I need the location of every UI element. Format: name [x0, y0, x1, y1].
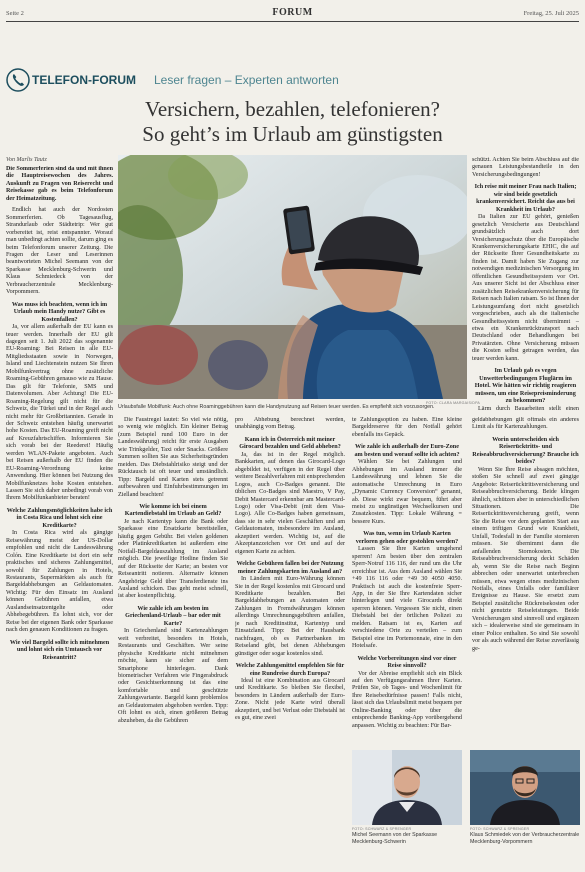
- answer-paragraph: In Griechenland sind Kartenzahlungen weit verbreitet, besonders in Hotels, Restaurants und Geschäften. Wer seine physische Kreditkarte nicht mitnehmen möchte, kann sie sicher auf dem Smartphone hinterlegen. Dank biometrischer Verfahren wie Fingerabdruck oder Gesichtserkennung ist das eine komfortable und geschützte Zahlungsvariante. Bargeld kann problemlos an Geldautomaten abgehoben werden. Tipp: Oft lohnt es sich, einen größeren Betrag abzuheben, da die Gebühren: [118, 628, 228, 724]
- portrait-schmiedek: [470, 750, 580, 825]
- answer-paragraph: Ja, das ist in der Regel möglich. Bankkarten, auf denen das Girocard-Logo abgebildet ist, verfügen in der Regel über weitere Bezahlverfahren mit entsprechenden Logos, auch Co-Badges genannt. Die üblichen Co-Badges sind Maestro, V Pay, Debit Mastercard erkennbar am Mastercard-Logo) oder Visa-Debit (mit dem Visa-Logo). Alle Co-Badges haben gemeinsam, dass sie in sehr vielen Geschäften und am Geldautomaten, insbesondere im Ausland, akzeptiert werden. Wichtig ist, auf die Akzeptanzzeichen vor Ort und auf der eigenen Karte zu achten.: [235, 451, 345, 555]
- question-heading: Was muss ich beachten, wenn ich im Urlaub mein Handy nutze? Gibt es Kostenfallen?: [11, 301, 108, 323]
- portrait-credit: FOTO: SCHWARZ & SPRENGER: [352, 827, 412, 831]
- question-heading: Kann ich in Österreich mit meiner Girocard bezahlen und Geld abheben?: [239, 436, 341, 451]
- section-name: FORUM: [272, 7, 313, 18]
- headline-line-1: Versichern, bezahlen, telefonieren?: [144, 97, 440, 121]
- question-heading: Welche Gebühren fallen bei der Nutzung meiner Zahlungskarten im Ausland an?: [236, 561, 344, 575]
- answer-paragraph: Wählen Sie bei Zahlungen und Abhebungen im Ausland immer die Landeswährung und lehnen Sie die automatische Umrechnung in Euro „Dynamic Currency Conversion“ genannt, ab. Diese wirkt zwar bequem, führt aber meist zu ungünstigen Wechselkursen und Zusatzkosten. Tipp: Lokale Währung = bessere Kurs.: [352, 459, 462, 525]
- question-heading: Im Urlaub gab es vegen Unwetterbedingungen Fluglärm im Hotel. Wie hätten wir richtig reagieren müssen, um eine Reisepreisminderung zu bekommen?: [474, 368, 577, 405]
- header-rule: [6, 21, 579, 22]
- telephone-icon: [6, 68, 30, 92]
- portrait-seemann: [352, 750, 462, 825]
- article-paragraph: Endlich hat auch der Nordosten Sommerferien. Ob Tagesausflug, Strandurlaub oder Städtetrip: Wer gut vorbereitet ist, reist entspannter. Worauf man unbedingt achten sollte, darum ging es beim Telefonforum unserer Zeitung. Die Fragen der Leser und Leserinnen beantworteten Michel Seemann von der Sparkasse Mecklenburg-Schwerin und Klaus Schmiedeck von der Verbraucherzentrale Mecklenburg-Vorpommern.: [6, 207, 113, 296]
- portrait-credit: FOTO: SCHWARZ & SPRENGER: [470, 827, 530, 831]
- article-column-5: [472, 417, 579, 745]
- question-heading: Welche Zahlungsmöglichkeiten habe ich in Costa Rica und lohnt sich eine Kreditkarte?: [6, 507, 113, 529]
- answer-paragraph: Je nach Kartentyp kann die Bank oder Sparkasse eine Ersatzkarte bereitstellen, häufig gegen Gebühr. Bei vielen goldenen oder Platinkreditkarten ist außerdem eine Notfall-Bargeldauszahlung im Ausland möglich. Die jeweilige Hotline finden Sie auf der Rückseite der Karte; an besten vor Reiseantritt notieren. Alternativ können Angehörige Geld über Transferdienste ins Ausland schicken. Das geht meist schnell, ist aber kostenpflichtig.: [118, 518, 228, 600]
- author-byline: Von Marlis Tautz: [6, 157, 47, 163]
- article-column-1: [6, 166, 113, 872]
- portrait-caption: Michel Seemann von der Sparkasse Mecklenburg-Schwerin: [352, 832, 438, 845]
- article-column-6: [472, 157, 579, 412]
- issue-date: Freitag, 25. Juli 2025: [523, 10, 579, 17]
- answer-paragraph: Da Italien zur EU gehört, genießen gesetzlich Versicherte aus Deutschland grundsätzlich auch dort Versicherungsschutz über die Europäische Krankenversicherungskarte EHIC, die auf der Rückseite Ihrer Gesundheitskarte zu finden ist. Damit haben Sie Zugang zur notwendigen medizinischen Versorgung im öffentlichen Gesundheitssystem vor Ort. Aus unserer Sicht ist der Abschluss einer zusätzlichen Reisekrankenversicherung für Reisen nach Italien ratsam. So ist Ihnen der Leistungsumfang dort nicht gesetzlich vorgeschrieben, auch als die italienische Gesundheitssystem nicht übernimmt – etwa ein Krankenrücktransport nach Deutschland oder Behandlungen bei Privatärzten. Ohne Versicherung müssen die Kosten selbst getragen werden, das teuer werden kann.: [472, 214, 579, 362]
- question-heading: Welche Zahlungsmittel empfehlen Sie für eine Rundreise durch Europa?: [235, 663, 345, 677]
- answer-paragraph: Lärm durch Bauarbeiten stellt einen: [478, 405, 579, 412]
- question-heading: Was tun, wenn im Urlaub Karten verloren gehen oder gestohlen werden?: [355, 531, 459, 545]
- main-photo: [118, 155, 467, 399]
- page-number: Seite 2: [6, 10, 24, 17]
- answer-paragraph: Ideal ist eine Kombination aus Girocard und Kreditkarte. So bleiben Sie flexibel, besonders in Ländern außerhalb der Euro-Zone. Nicht jede Karte wird überall akzeptiert, und bei Verlust oder Diebstahl ist es gut, eine zwei: [235, 677, 345, 722]
- question-heading: Worin unterscheiden sich Reiserücktritts- und Reiseabbruchversicherung? Brauche ich beides?: [472, 436, 579, 466]
- answer-paragraph: geldabhebungen gilt oftmals ein anderes Limit als für Kartenzahlungen.: [472, 417, 579, 431]
- article-lead: Die Sommerferien sind da und mit ihnen die Hauptreisewochen des Jahres. Auskunft zu Fragen von Reiserecht und Reisekasse gab es beim Telefonforum der Heimatzeitung.: [6, 166, 113, 202]
- answer-paragraph: In Costa Rica wird als gängige Reisewährung meist der US-Dollar empfohlen und nicht die Landeswährung Colón. Eine Kreditkarte ist dort ein sehr praktisches und sicheres Zahlungsmittel, sowohl für Zahlungen in Hotels, Restaurants, Supermärkten als auch für Bargeldabhebungen an Geldautomaten. Wichtig: Für den Einsatz im Ausland können Gebühren anfallen, etwa Auslandseinsatzentgelte oder Abhebegebühren. Es lohnt sich, vor der Reise bei der eigenen Bank oder Sparkasse nach den genauen Konditionen zu fragen.: [6, 530, 113, 634]
- photo-credit: FOTO: CLARA MARGAIS/DPA: [426, 401, 480, 405]
- question-heading: Ich reise mit meiner Frau nach Italien; wir sind beide gesetzlich krankenversichert. Reicht das aus bei Krankheit im Urlaub?: [474, 184, 577, 213]
- answer-paragraph: te Zahlungsoption zu haben. Eine kleine Bargeldreserve für den Notfall gehört ebenfalls ins Gepäck.: [352, 417, 462, 438]
- article-column-2: [118, 417, 228, 872]
- question-heading: Wie komme ich bei einem Kartendiebstahl im Urlaub an Geld?: [124, 503, 222, 518]
- answer-paragraph: Wenn Sie Ihre Reise absagen möchten, stoßen Sie schnell auf zwei gängige Angebote: Reiserücktrittsversicherung und Reiseabbruchversicherung. Beide klingen ähnlich, schützen aber in unterschiedlichen Situationen. Die Reiserücktrittsversicherung greift, wenn Sie die Reise vor dem geplanten Start aus einem triftigen Grund wie Krankheit, Unfall, Todesfall in der Familie stornieren müssen. Sie übernimmt dann die anfallenden Stornokosten. Die Reiseabbruchversicherung deckt Schäden ab, wenn Sie die Reise nach Beginn abbrechen oder unerwartet unterbrechen müssen, etwa wegen eines medizinischen Notfalls, eines Unfalls oder familiärer Ereignisse zu Hause. Sie ersetzt zum Beispiel zusätzliche Rückreisekosten oder nicht genutzte Reiseleistungen. Beide Versicherungen sind sinnvoll und ergänzen sich – idealerweise sind sie gemeinsam in einer Police enthalten. So sind Sie sowohl vor als auch während der Reise zuverlässig ge-: [472, 466, 579, 652]
- answer-paragraph: schützt. Achten Sie beim Abschluss auf die genauen Leistungsbestandteile in den Versicherungsbedingungen!: [472, 157, 579, 178]
- portrait-caption: Klaus Schmiedek von der Verbraucherzentrale Mecklenburg-Vorpommern: [470, 832, 580, 845]
- question-heading: Welche Vorbereitungen sind vor einer Reise sinnvoll?: [357, 655, 457, 670]
- answer-paragraph: Ja, vor allem außerhalb der EU kann es teuer werden. Innerhalb der EU gilt dagegen seit 1. Juli 2022 das sogenannte EU-Roaming: Bei Reisen in alle EU-Mitgliedsstaaten sowie in Norwegen, Island und Liechtenstein nutzen Sie Ihren Mobilfunkvertrag ohne zusätzliche Roaming-Gebühren genauso wie zu Hause. Das gilt für Telefonie, SMS und Datenvolumen. Aber Achtung! Die EU-Roaming-Regelung gilt nicht für die Schweiz, die Türkei und in der Regel auch nicht mehr für Großbritannien. Gerade in der Schweiz entstehen häufig unerwartet hohe Kosten. Das EU-Roaming greift nicht auf Kreuzfahrtschiffen. Informieren Sie sich vorab bei der Reederei! Häufig werden WLAN-Pakete angeboten. Auch bei Reisen außerhalb der EU finden die EU-Roaming-Verordnung keine Anwendung. Hier können bei Nutzung des Mobilfunknetzes hohe Kosten entstehen. Lassen Sie sich daher unbedingt vorab von Ihrem Mobilfunkanbieter beraten!: [6, 324, 113, 502]
- answer-paragraph: Lassen Sie Ihre Karten umgehend sperren! Am besten über den zentralen Sperr-Notruf 116 116, der rund um die Uhr erreichbar ist. Aus dem Ausland wählen Sie +49 116 116 oder +49 30 4050 4050. Praktisch ist auch die kostenfreie Sperr-App, in der Sie Ihre Kartendaten sicher hinterlegen und viele Girocards direkt sperren können. Vergessen Sie nicht, einen Diebstahl bei der örtlichen Polizei zu melden. Ratsam ist es, Karten auf verschiedene Orte zu verteilen – zum Beispiel eine im Portemonnaie, eine in den Hotelsafe.: [352, 546, 462, 650]
- banner-subtitle: Leser fragen – Experten antworten: [154, 73, 339, 87]
- question-heading: Wie zahle ich außerhalb der Euro-Zone am besten und worauf sollte ich achten?: [354, 444, 460, 458]
- answer-paragraph: In Ländern mit Euro-Währung können Sie in der Regel kostenlos mit Girocard und Kreditkarte bezahlen. Bei Bargeldabhebungen an Automaten oder Zahlungen in Fremdwährungen können allerdings Umrechnungsgebühren anfallen, je nach Kreditinstitut, Kartentyp und Einsatzland. Tipp: Bei der Hausbank nachfragen, ob es Partnerbanken im Reiseland gibt, bei denen Abhebungen günstiger oder sogar kostenlos sind.: [235, 576, 345, 657]
- question-heading: Wie zahle ich am besten im Griechenland-Urlaub – bar oder mit Karte?: [125, 605, 221, 627]
- question-heading: Wie viel Bargeld sollte ich mitnehmen und lohnt sich ein Umtausch vor Reiseantritt?: [9, 639, 110, 661]
- answer-paragraph: pro Abhebung berechnet werden, unabhängig vom Betrag.: [235, 417, 345, 431]
- article-column-3: [235, 417, 345, 872]
- headline-line-2: So geht’s im Urlaub am günstigsten: [142, 122, 443, 146]
- answer-paragraph: Die Faustregel lautet: So viel wie nötig, so wenig wie möglich. Ein kleiner Betrag (zum Beispiel rund 100 Euro in der Landeswährung) reicht für erste Ausgaben wie Trinkgelder, Taxi oder Snacks. Größere Summen sollten Sie aus Sicherheitsgründen meiden. Das Diebstahlrisiko steigt und der Rücktausch ist oft teuer und umständlich. Tipp: Bargeld und Karten stets getrennt aufbewahren und Einfuhrbestimmungen im Zielland beachten!: [118, 417, 228, 498]
- answer-paragraph: Vor der Abreise empfiehlt sich ein Blick auf den Verfügungsrahmen Ihrer Karten. Prüfen Sie, ob Tages- und Wochenlimit für Ihre Reisebedürfnisse passen! Falls nicht, lässt sich das Urlaubslimit meist bequem per Online-Banking oder über die entsprechende Banking-App vorübergehend anpassen. Wichtig zu beachten: Für Bar-: [352, 670, 462, 729]
- photo-caption: Urlaubsfalle Mobilfunk: Auch ohne Roaminggebühren kann die Handynutzung auf Reisen teuer werden. Es empfiehlt sich vorzusorgen.: [118, 404, 435, 410]
- banner-title: TELEFON-FORUM: [32, 73, 136, 87]
